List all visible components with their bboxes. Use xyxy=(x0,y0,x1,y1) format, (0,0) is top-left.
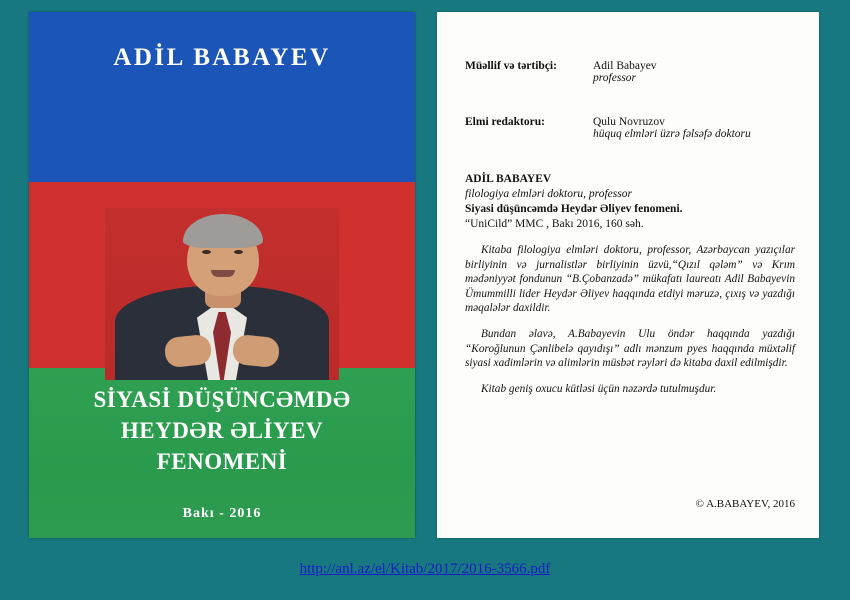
portrait-eye-right xyxy=(234,250,243,254)
cover-title xyxy=(29,384,415,477)
portrait-mouth xyxy=(211,270,235,277)
citation-author: ADİL BABAYEV xyxy=(465,173,552,185)
annotation-paragraph-3: Kitab geniş oxucu kütləsi üçün nəzərdə tutulmuşdur. xyxy=(481,382,717,395)
citation-publisher: “UniCild” MMC , Bakı 2016, 160 səh. xyxy=(465,218,644,230)
credit-author-role: professor xyxy=(593,72,637,84)
credit-editor-name: Qulu Novruzov xyxy=(593,116,665,128)
portrait-eye-left xyxy=(202,250,211,254)
cover-title-line-1: SİYASİ DÜŞÜNCƏMDƏ xyxy=(93,387,351,412)
portrait-hand-right xyxy=(232,334,281,369)
spacer-2 xyxy=(465,150,795,172)
cover-title-line-3: FENOMENİ xyxy=(156,449,288,474)
copyright-notice: © A.BABAYEV, 2016 xyxy=(695,498,795,510)
citation-title: Siyasi düşüncəmdə Heydər Əliyev fenomeni. xyxy=(465,203,683,215)
pdf-link[interactable]: http://anl.az/el/Kitab/2017/2016-3566.pdf xyxy=(299,561,551,577)
credit-row-editor xyxy=(465,116,795,140)
credit-editor-role: hüquq elmləri üzrə fəlsəfə doktoru xyxy=(593,128,751,140)
credit-value-author xyxy=(593,60,657,84)
credit-value-editor xyxy=(593,116,751,140)
spacer xyxy=(465,94,795,116)
link-container xyxy=(0,560,850,578)
cover-author-name: ADİL BABAYEV xyxy=(113,44,331,71)
cover-title-line-2: HEYDƏR ƏLİYEV xyxy=(120,418,324,443)
imprint-page xyxy=(437,12,819,538)
credit-label-editor: Elmi redaktoru: xyxy=(465,116,545,128)
book-cover xyxy=(29,12,415,538)
imprint-content xyxy=(465,60,795,396)
portrait-photo xyxy=(105,208,339,380)
cover-band-blue xyxy=(29,12,415,182)
credit-label-author: Müəllif və tərtibçi: xyxy=(465,60,557,72)
cover-place-year: Bakı - 2016 xyxy=(182,506,262,521)
credit-author-name: Adil Babayev xyxy=(593,60,657,72)
annotation-paragraph-1: Kitaba filologiya elmləri doktoru, professor, Azərbaycan yazıçılar birliyinin və jurnalistlər birliyinin üzvü,“Qızıl qələm” və Krım mədəniyyət fondunun “B.Çobanzadə” mükafatı laureatı Adil Babayevin Ümummilli lider Heydər Əliyev haqqında etdiyi məruzə, çıxış və yazdığı məqalələr daxildir. xyxy=(465,244,795,315)
annotation-paragraph-2: Bundan əlavə, A.Babayevin Ulu öndər haqqında yazdığı “Koroğlunun Çənlibelə qayıdışı” adlı mənzum pyes haqqında müxtəlif siyasi xadimlərin və alimlərin müsbət rəyləri də kitaba daxil edilmişdir. xyxy=(465,327,795,370)
credit-row-author xyxy=(465,60,795,84)
citation-degree: filologiya elmləri doktoru, professor xyxy=(465,188,632,200)
citation-block xyxy=(465,172,795,232)
